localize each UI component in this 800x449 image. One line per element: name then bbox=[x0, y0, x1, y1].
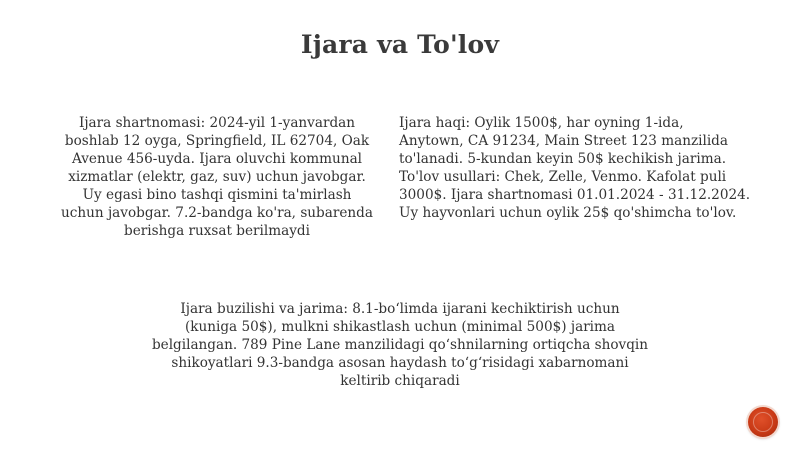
circle-icon bbox=[753, 412, 773, 432]
violations-penalties-paragraph: Ijara buzilishi va jarima: 8.1-bo‘limda ijarani kechiktirish uchun (kuniga 50$), mulkni shikastlash uchun (minimal 500$) jarima belgilangan. 789 Pine Lane manzilidagi qo‘shnilarning ortiqcha shovqin shikoyatlari 9.3-bandga asosan haydash to‘g‘risidagi xabarnomani keltirib chiqaradi bbox=[151, 301, 649, 389]
next-slide-button[interactable] bbox=[748, 407, 778, 437]
slide-title: Ijara va To'lov bbox=[300, 30, 500, 59]
lease-terms-paragraph: Ijara shartnomasi: 2024-yil 1-yanvardan boshlab 12 oyga, Springfield, IL 62704, Oak Avenue 456-uyda. Ijara oluvchi kommunal xizmatlar (elektr, gaz, suv) uchun javobgar. Uy egasi bino tashqi qismini ta'mirlash uchun javobgar. 7.2-bandga ko'ra, subarenda berishga ruxsat berilmaydi bbox=[61, 115, 373, 239]
rent-payment-paragraph: Ijara haqi: Oylik 1500$, har oyning 1-ida, Anytown, CA 91234, Main Street 123 manzilida to'lanadi. 5-kundan keyin 50$ kechikish jarima. To'lov usullari: Chek, Zelle, Venmo. Kafolat puli 3000$. Ijara shartnomasi 01.01.2024 - 31.12.2024. Uy hayvonlari uchun oylik 25$ qo'shimcha to'lov. bbox=[399, 115, 751, 221]
